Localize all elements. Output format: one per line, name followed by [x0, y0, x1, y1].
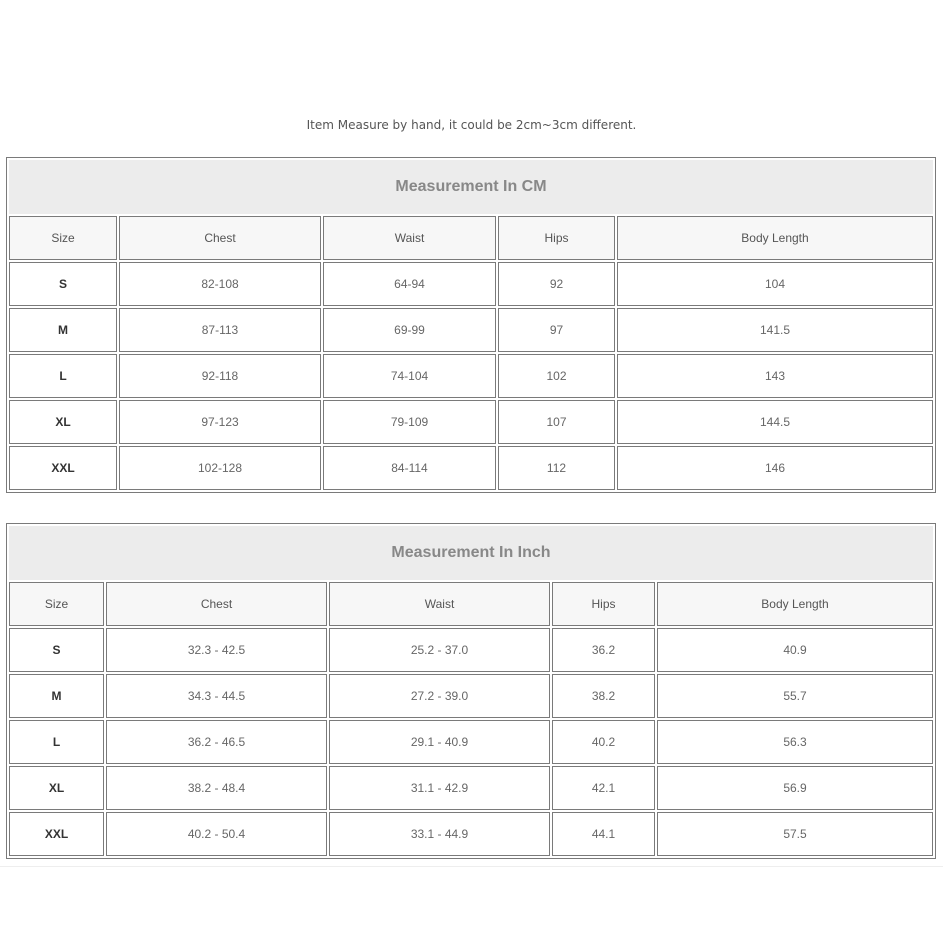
- chest-cell: 40.2 - 50.4: [106, 812, 327, 856]
- size-chart-cm-table: [6, 157, 936, 493]
- size-cell: XL: [9, 766, 104, 810]
- size-cell: XXL: [9, 812, 104, 856]
- chest-cell: 34.3 - 44.5: [106, 674, 327, 718]
- body-length-cell: 57.5: [657, 812, 933, 856]
- header-cell: Waist: [329, 582, 550, 626]
- size-cell: XL: [9, 400, 117, 444]
- table-row: [9, 354, 933, 398]
- chest-cell: 36.2 - 46.5: [106, 720, 327, 764]
- header-cell: Chest: [106, 582, 327, 626]
- chest-cell: 97-123: [119, 400, 321, 444]
- table-title: Measurement In CM: [9, 160, 933, 214]
- header-cell: Body Length: [657, 582, 933, 626]
- body-length-cell: 141.5: [617, 308, 933, 352]
- header-cell: Waist: [323, 216, 496, 260]
- header-cell: Size: [9, 582, 104, 626]
- hips-cell: 44.1: [552, 812, 655, 856]
- table-row: [9, 400, 933, 444]
- divider: [0, 866, 943, 867]
- table-row: [9, 628, 933, 672]
- waist-cell: 64-94: [323, 262, 496, 306]
- body-length-cell: 56.9: [657, 766, 933, 810]
- waist-cell: 74-104: [323, 354, 496, 398]
- table-row: [9, 720, 933, 764]
- size-cell: S: [9, 628, 104, 672]
- hips-cell: 107: [498, 400, 615, 444]
- table-row: [9, 674, 933, 718]
- body-length-cell: 56.3: [657, 720, 933, 764]
- waist-cell: 84-114: [323, 446, 496, 490]
- table-title: Measurement In Inch: [9, 526, 933, 580]
- table-row: [9, 812, 933, 856]
- chest-cell: 92-118: [119, 354, 321, 398]
- header-cell: Hips: [498, 216, 615, 260]
- body-length-cell: 40.9: [657, 628, 933, 672]
- size-cell: L: [9, 354, 117, 398]
- table-row: [9, 308, 933, 352]
- body-length-cell: 143: [617, 354, 933, 398]
- hips-cell: 42.1: [552, 766, 655, 810]
- body-length-cell: 55.7: [657, 674, 933, 718]
- table-row: [9, 446, 933, 490]
- body-length-cell: 144.5: [617, 400, 933, 444]
- waist-cell: 31.1 - 42.9: [329, 766, 550, 810]
- chest-cell: 87-113: [119, 308, 321, 352]
- waist-cell: 33.1 - 44.9: [329, 812, 550, 856]
- waist-cell: 27.2 - 39.0: [329, 674, 550, 718]
- chest-cell: 82-108: [119, 262, 321, 306]
- hips-cell: 92: [498, 262, 615, 306]
- waist-cell: 29.1 - 40.9: [329, 720, 550, 764]
- table-row: [9, 262, 933, 306]
- header-cell: Hips: [552, 582, 655, 626]
- measurement-note: Item Measure by hand, it could be 2cm~3cm different.: [306, 118, 637, 132]
- size-cell: M: [9, 308, 117, 352]
- body-length-cell: 146: [617, 446, 933, 490]
- header-row: [9, 216, 933, 260]
- hips-cell: 112: [498, 446, 615, 490]
- hips-cell: 102: [498, 354, 615, 398]
- hips-cell: 36.2: [552, 628, 655, 672]
- chest-cell: 32.3 - 42.5: [106, 628, 327, 672]
- header-row: [9, 582, 933, 626]
- hips-cell: 97: [498, 308, 615, 352]
- waist-cell: 25.2 - 37.0: [329, 628, 550, 672]
- chest-cell: 102-128: [119, 446, 321, 490]
- chest-cell: 38.2 - 48.4: [106, 766, 327, 810]
- size-cell: XXL: [9, 446, 117, 490]
- body-length-cell: 104: [617, 262, 933, 306]
- header-cell: Body Length: [617, 216, 933, 260]
- size-cell: L: [9, 720, 104, 764]
- waist-cell: 69-99: [323, 308, 496, 352]
- size-cell: M: [9, 674, 104, 718]
- header-cell: Chest: [119, 216, 321, 260]
- hips-cell: 38.2: [552, 674, 655, 718]
- waist-cell: 79-109: [323, 400, 496, 444]
- size-chart-inch-table: [6, 523, 936, 859]
- size-cell: S: [9, 262, 117, 306]
- hips-cell: 40.2: [552, 720, 655, 764]
- header-cell: Size: [9, 216, 117, 260]
- table-row: [9, 766, 933, 810]
